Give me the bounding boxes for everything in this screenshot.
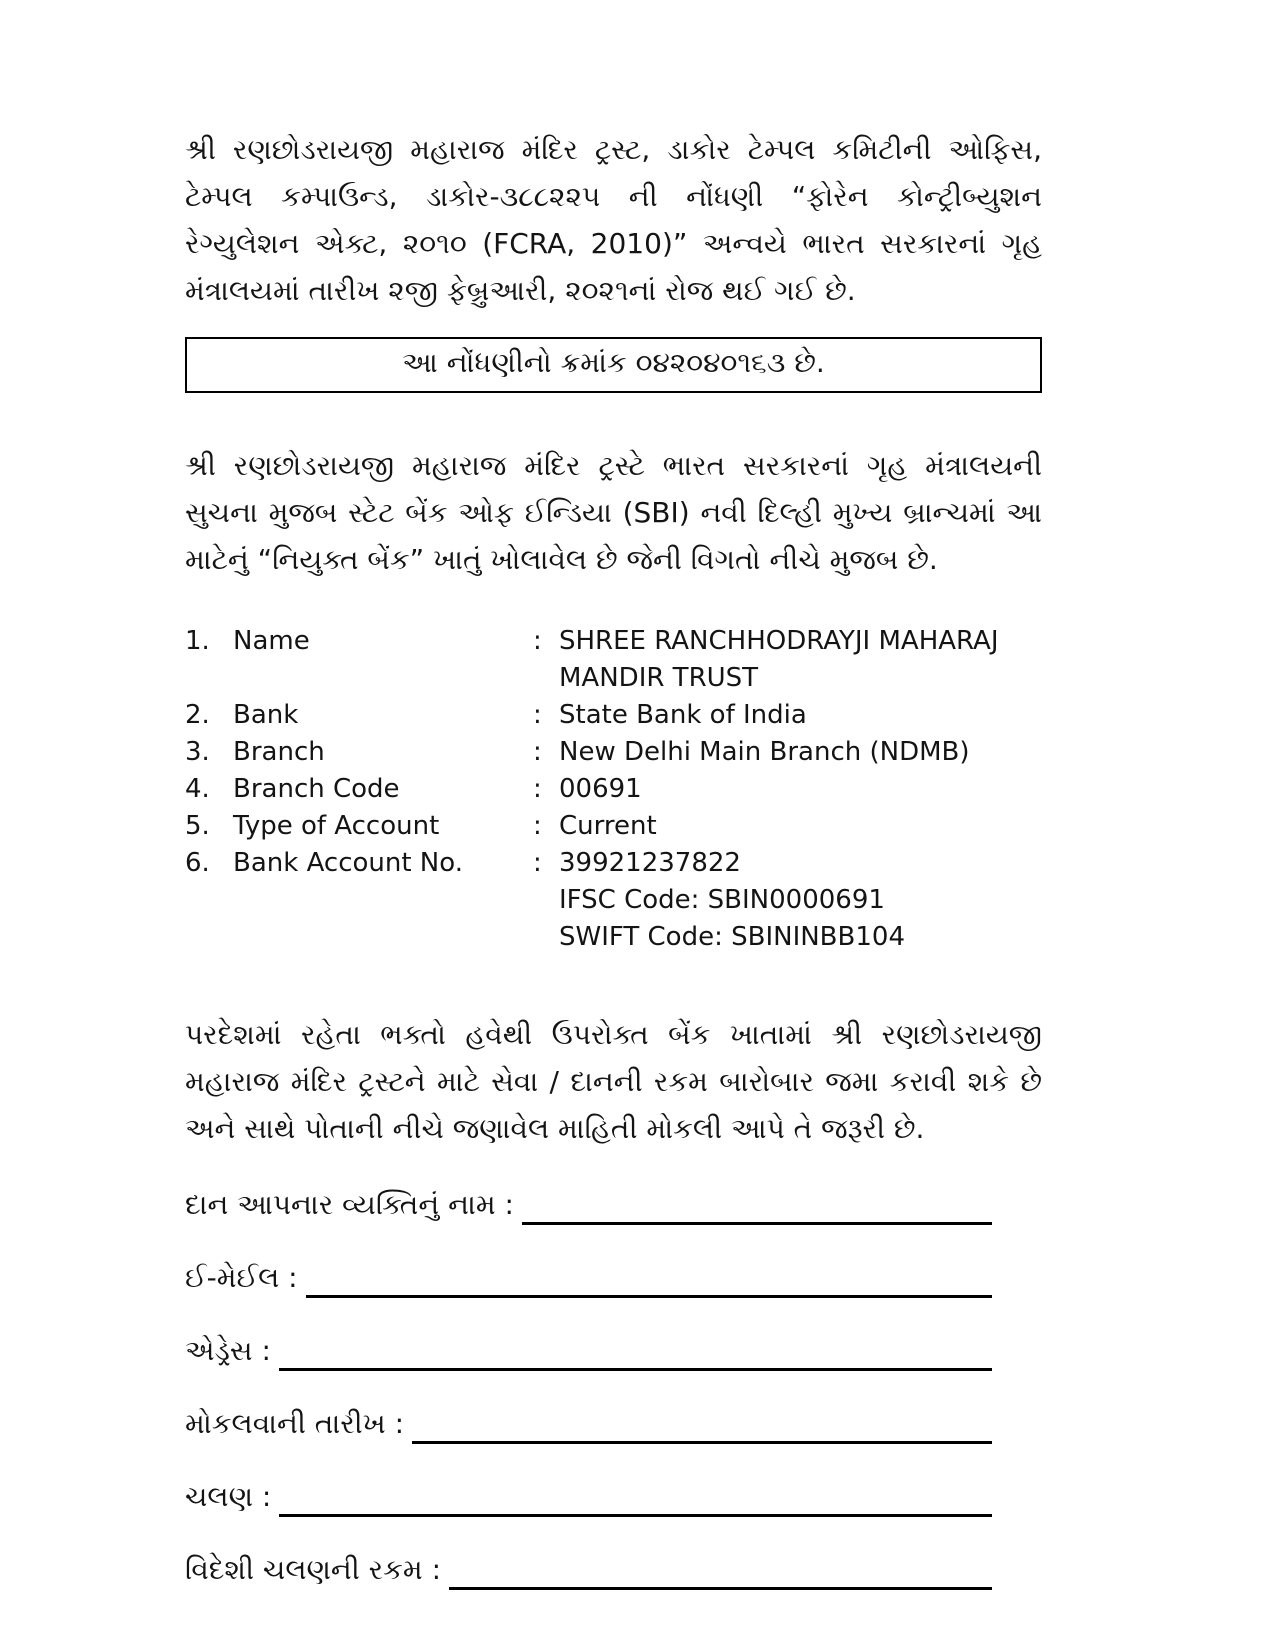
row-number: 5.	[185, 811, 210, 841]
row-colon: :	[533, 626, 542, 656]
row-value-line2: MANDIR TRUST	[559, 663, 759, 693]
bank-row-branch-code	[185, 771, 1042, 808]
field-label: એડ્રેસ :	[185, 1334, 271, 1367]
field-label: વિદેશી ચલણની રકમ :	[185, 1553, 442, 1586]
row-number: 4.	[185, 774, 210, 804]
bank-row-account-number	[185, 845, 1042, 882]
bank-row-account-type	[185, 808, 1042, 845]
bank-instruction-paragraph: શ્રી રણછોડરાયજી મહારાજ મંદિર ટ્રસ્ટે ભારત સરકારનાં ગૃહ મંત્રાલયની સુચના મુજબ સ્ટેટ બેંક ઓફ ઈન્ડિયા (SBI) નવી દિલ્હી મુખ્ય બ્રાન્ચમાં આ માટેનું “નિયુક્ત બેંક” ખાતું ખોલાવેલ છે જેની વિગતો નીચે મુજબ છે.	[185, 449, 1042, 576]
row-value: 00691	[559, 774, 642, 804]
blank-line	[412, 1405, 992, 1444]
bank-details-list	[185, 623, 1042, 956]
row-colon: :	[533, 848, 542, 878]
field-label: દાન આપનાર વ્યક્તિનું નામ :	[185, 1188, 514, 1221]
blank-line	[279, 1332, 992, 1371]
bank-row-branch	[185, 734, 1042, 771]
intro-paragraph: શ્રી રણછોડરાયજી મહારાજ મંદિર ટ્રસ્ટ, ડાકોર ટેમ્પલ કમિટીની ઓફિસ, ટેમ્પલ કમ્પાઉન્ડ, ડાકોર-૩૮૮૨૨૫ ની નોંધણી “ફોરેન કોન્ટ્રીબ્યુશન રેગ્યુલેશન એક્ટ, ૨૦૧૦ (FCRA, 2010)” અન્વયે ભારત સરકારનાં ગૃહ મંત્રાલયમાં તારીખ ૨જી ફેબ્રુઆરી, ૨૦૨૧નાં રોજ થઈ ગઈ છે.	[185, 133, 1042, 307]
row-value: Current	[559, 811, 657, 841]
row-value: New Delhi Main Branch (NDMB)	[559, 737, 970, 767]
bank-row-bank	[185, 697, 1042, 734]
ifsc-code-line: IFSC Code: SBIN0000691	[559, 885, 885, 915]
row-value: State Bank of India	[559, 700, 807, 730]
blank-line	[279, 1478, 992, 1517]
row-value: 39921237822	[559, 848, 741, 878]
field-label: ચલણ :	[185, 1480, 272, 1513]
row-number: 1.	[185, 626, 210, 656]
row-colon: :	[533, 774, 542, 804]
row-label: Bank	[233, 700, 299, 730]
bank-row-name	[185, 623, 1042, 697]
registration-number-text: આ નોંધણીનો ક્રમાંક ૦૪૨૦૪૦૧૬૩ છે.	[402, 346, 825, 379]
row-number: 3.	[185, 737, 210, 767]
sending-date-field	[185, 1404, 992, 1444]
swift-code-line: SWIFT Code: SBININBB104	[559, 922, 905, 952]
row-value	[559, 623, 1042, 697]
row-label: Branch Code	[233, 774, 400, 804]
field-label: ઈ-મેઈલ :	[185, 1261, 298, 1294]
field-label: મોકલવાની તારીખ :	[185, 1407, 405, 1440]
row-number: 2.	[185, 700, 210, 730]
currency-field	[185, 1477, 992, 1517]
row-colon: :	[533, 737, 542, 767]
blank-line	[306, 1259, 992, 1298]
foreign-currency-amount-field	[185, 1550, 992, 1590]
donor-form-fields	[185, 1185, 1042, 1590]
donor-name-field	[185, 1185, 992, 1225]
blank-line	[522, 1186, 992, 1225]
email-field	[185, 1258, 992, 1298]
row-value-line1: SHREE RANCHHODRAYJI MAHARAJ	[559, 626, 999, 656]
blank-line	[449, 1551, 992, 1590]
registration-number-box	[185, 337, 1042, 393]
row-colon: :	[533, 700, 542, 730]
row-label: Type of Account	[233, 811, 440, 841]
address-field	[185, 1331, 992, 1371]
row-label: Branch	[233, 737, 325, 767]
row-colon: :	[533, 811, 542, 841]
donor-instruction-paragraph: પરદેશમાં રહેતા ભક્તો હવેથી ઉપરોક્ત બેંક ખાતામાં શ્રી રણછોડરાયજી મહારાજ મંદિર ટ્રસ્ટને માટે સેવા / દાનની રકમ બારોબાર જમા કરાવી શકે છે અને સાથે પોતાની નીચે જણાવેલ માહિતી મોકલી આપે તે જરૂરી છે.	[185, 1018, 1042, 1145]
row-number: 6.	[185, 848, 210, 878]
row-label: Bank Account No.	[233, 848, 463, 878]
row-label: Name	[233, 626, 310, 656]
